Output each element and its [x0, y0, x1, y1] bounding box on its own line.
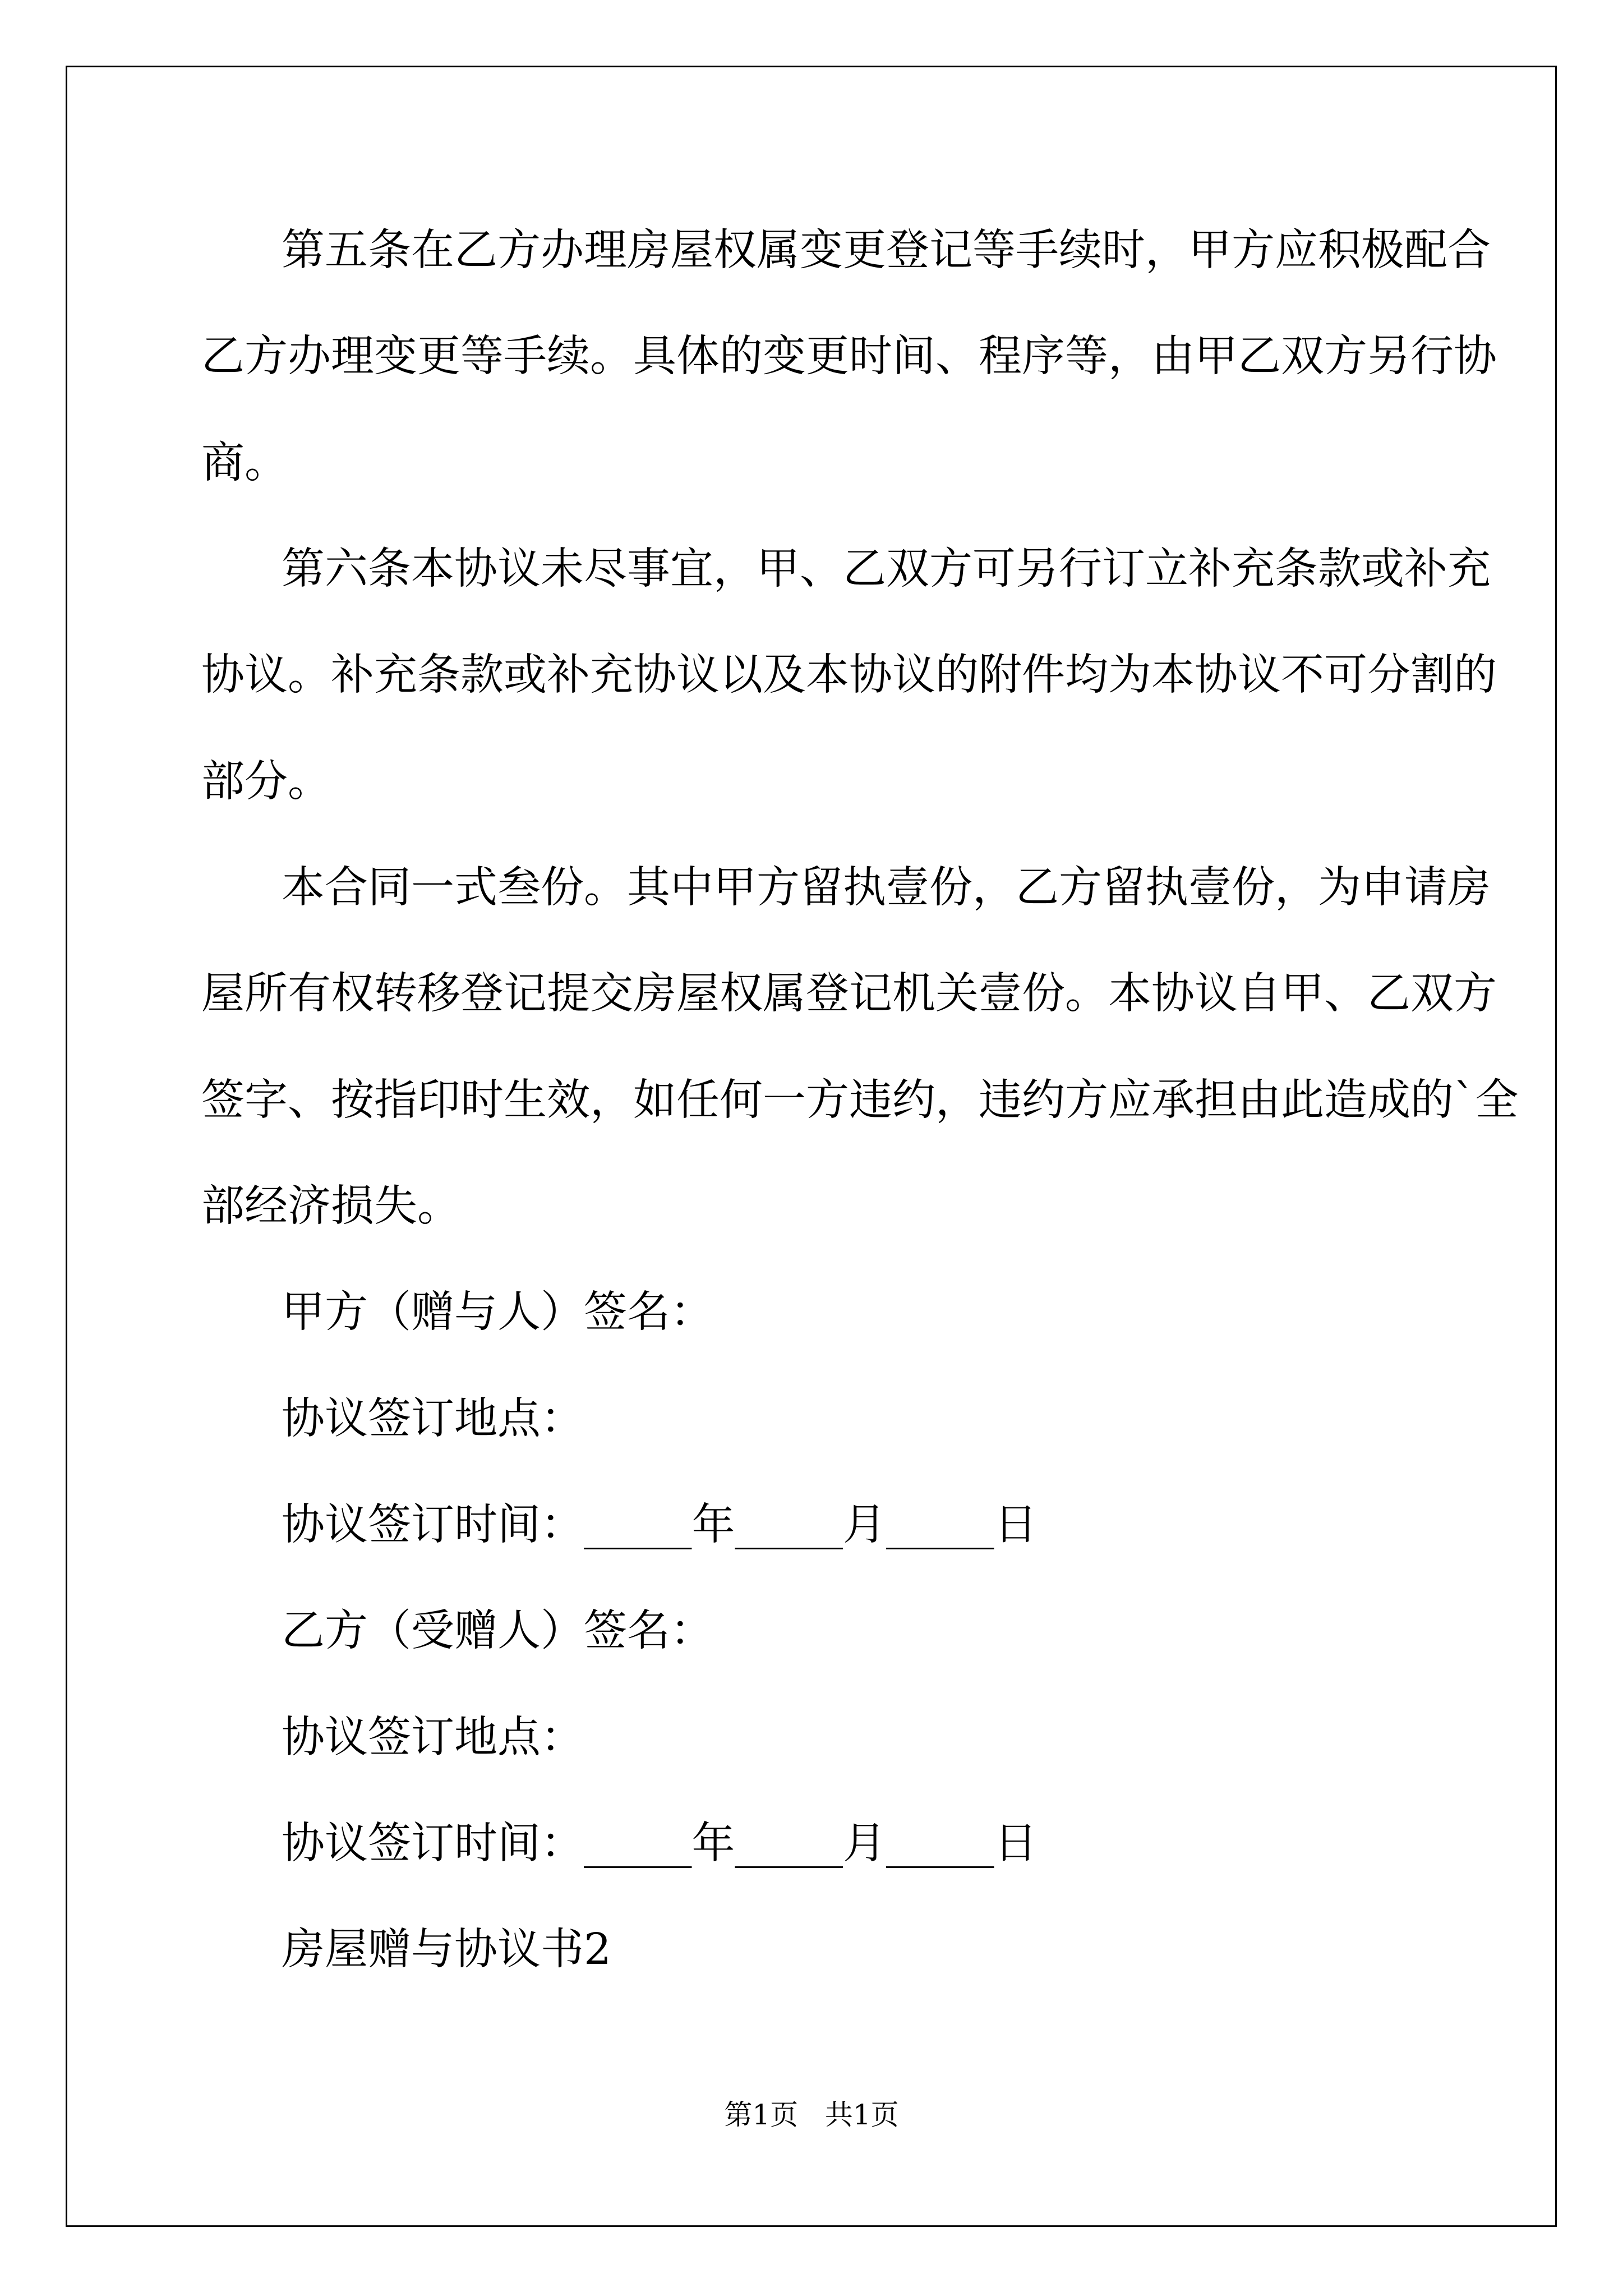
article-6-line-1: 第六条本协议未尽事宜，甲、乙双方可另行订立补充条款或补充 — [282, 544, 1491, 594]
page-footer: 第1页 共1页 — [724, 2099, 899, 2131]
copies-clause-line-4: 部经济损失。 — [201, 1181, 460, 1231]
next-document-title: 房屋赠与协议书2 — [282, 1925, 611, 1975]
article-5-line-1: 第五条在乙方办理房屋权属变更登记等手续时，甲方应积极配合 — [282, 226, 1491, 275]
party-b-date-label: 协议签订时间：_____年_____月_____日 — [282, 1819, 1038, 1869]
article-6-line-2: 协议。补充条款或补充协议以及本协议的附件均为本协议不可分割的 — [201, 650, 1497, 700]
copies-clause-line-1: 本合同一式叁份。其中甲方留执壹份，乙方留执壹份，为申请房 — [282, 863, 1491, 913]
copies-clause-line-3: 签字、按指印时生效，如任何一方违约，违约方应承担由此造成的`全 — [201, 1075, 1519, 1125]
party-a-date-label: 协议签订时间：_____年_____月_____日 — [282, 1500, 1038, 1550]
party-a-place-label: 协议签订地点： — [282, 1394, 584, 1444]
copies-clause-line-2: 屋所有权转移登记提交房屋权属登记机关壹份。本协议自甲、乙双方 — [201, 969, 1497, 1019]
page-border — [66, 66, 1557, 2227]
party-a-signature-label: 甲方（赠与人）签名： — [282, 1287, 713, 1337]
article-5-line-3: 商。 — [201, 438, 288, 488]
article-6-line-3: 部分。 — [201, 757, 331, 807]
party-b-place-label: 协议签订地点： — [282, 1713, 584, 1763]
party-b-signature-label: 乙方（受赠人）签名： — [282, 1606, 713, 1656]
article-5-line-2: 乙方办理变更等手续。具体的变更时间、程序等，由甲乙双方另行协 — [201, 332, 1497, 381]
